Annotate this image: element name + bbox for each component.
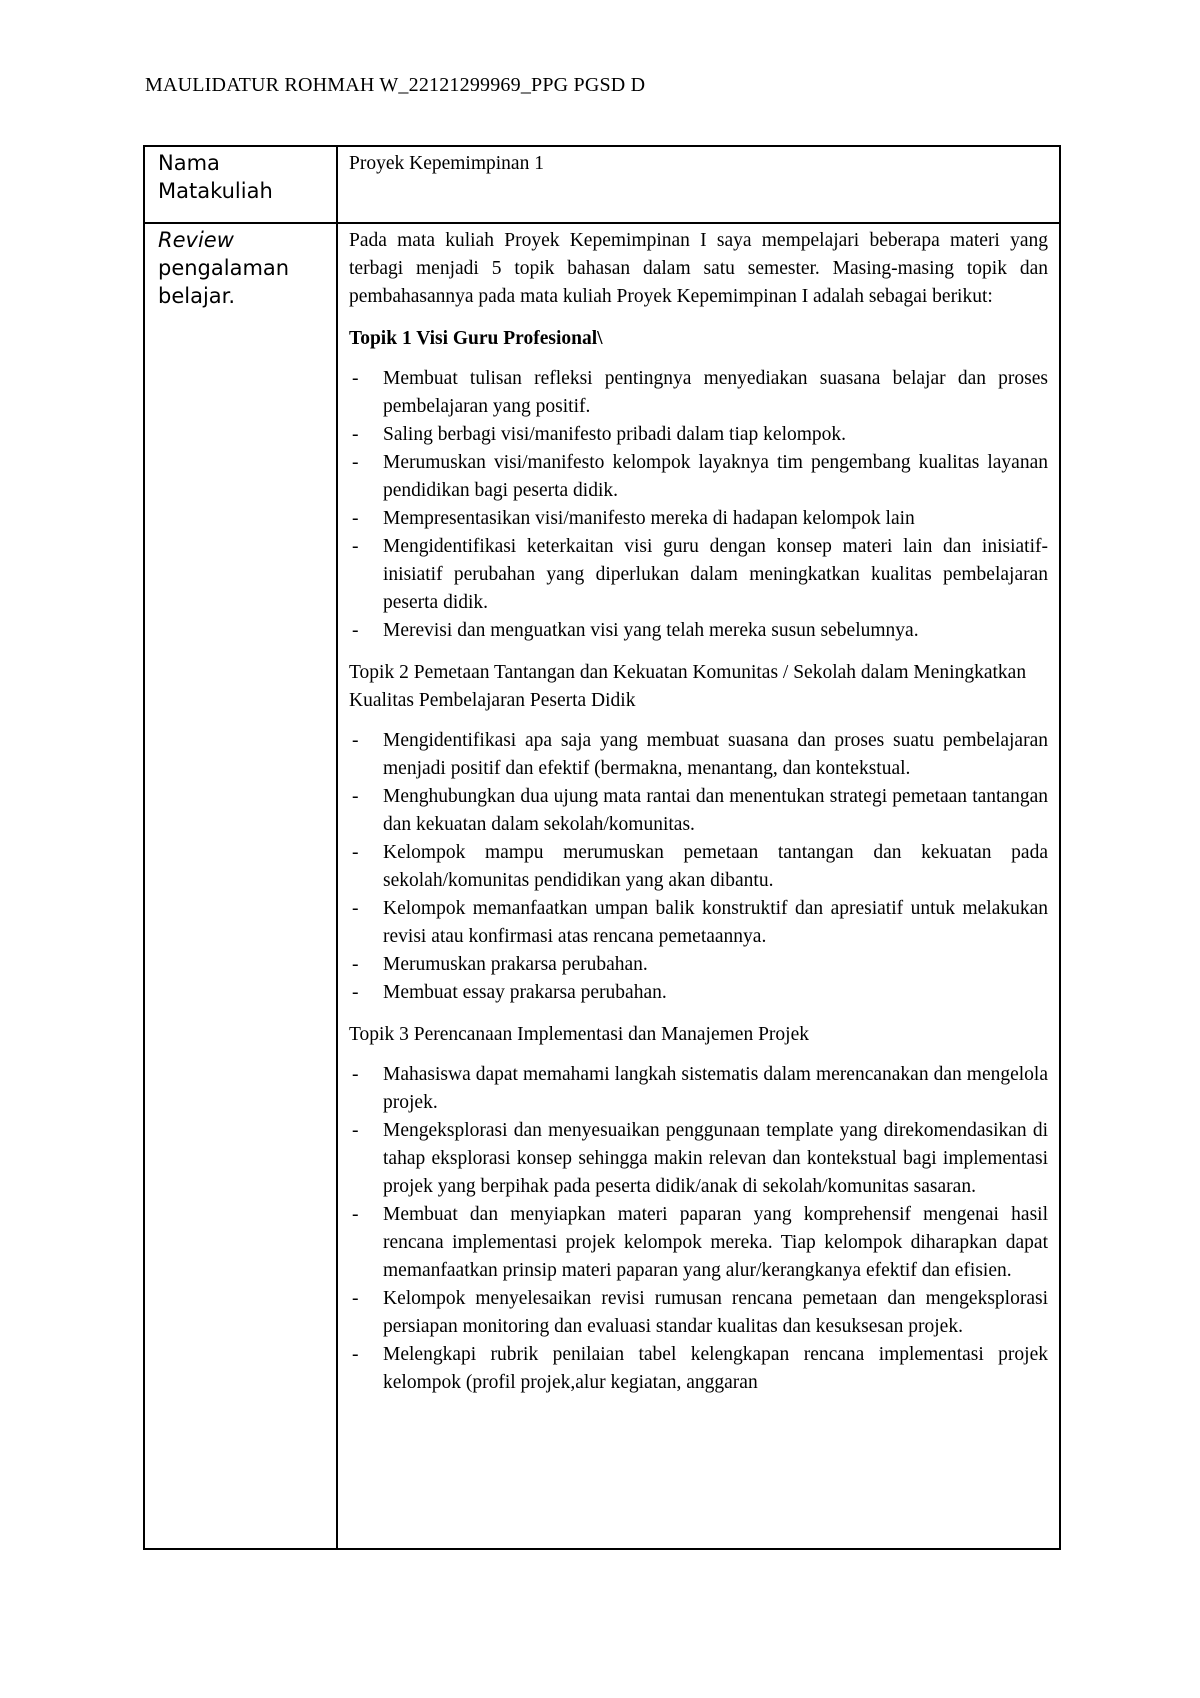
review-intro-paragraph: Pada mata kuliah Proyek Kepemimpinan I saya mempelajari beberapa materi yang terbagi menjadi 5 topik bahasan dalam satu semester. Masing-masing topik dan pembahasannya pada mata kuliah Proyek Kepemimpinan I adalah sebagai berikut:	[349, 230, 1048, 307]
list-item: - Kelompok memanfaatkan umpan balik konstruktif dan apresiatif untuk melakukan revisi atau konfirmasi atas rencana pemetaannya.	[349, 895, 1048, 951]
list-item: - Membuat tulisan refleksi pentingnya menyediakan suasana belajar dan proses pembelajaran yang positif.	[349, 365, 1048, 421]
list-item: - Kelompok mampu merumuskan pemetaan tantangan dan kekuatan pada sekolah/komunitas pendidikan yang akan dibantu.	[349, 839, 1048, 895]
course-name-value-cell	[337, 146, 1060, 223]
review-label-em: Review	[158, 228, 234, 252]
list-item: - Mengidentifikasi apa saja yang membuat suasana dan proses suatu pembelajaran menjadi positif dan efektif (bermakna, menantang, dan kontekstual.	[349, 727, 1048, 783]
review-label-line2: pengalaman	[158, 256, 290, 280]
course-name-value: Proyek Kepemimpinan 1	[349, 153, 544, 174]
list-item: - Membuat dan menyiapkan materi paparan yang komprehensif mengenai hasil rencana implementasi projek kelompok mereka. Tiap kelompok diharapkan dapat memanfaatkan prinsip materi paparan yang alur/kerangkanya efektif dan efisien.	[349, 1201, 1048, 1285]
learning-review-row	[144, 223, 1060, 1549]
list-item: - Kelompok menyelesaikan revisi rumusan rencana pemetaan dan mengeksplorasi persiapan monitoring dan evaluasi standar kualitas dan kesuksesan projek.	[349, 1285, 1048, 1341]
topic-2-list	[349, 727, 1048, 1007]
learning-review-content	[337, 223, 1060, 1549]
course-name-label-line2: Matakuliah	[158, 179, 273, 203]
review-label-line3: belajar.	[158, 284, 236, 308]
topic-3-title: Topik 3 Perencanaan Implementasi dan Manajemen Projek	[349, 1024, 809, 1045]
course-name-label	[144, 146, 337, 223]
course-name-row	[144, 146, 1060, 223]
course-review-table	[143, 145, 1061, 1550]
list-item: - Merumuskan prakarsa perubahan.	[349, 951, 1048, 979]
topic-2-title: Topik 2 Pemetaan Tantangan dan Kekuatan Komunitas / Sekolah dalam Meningkatkan Kualitas Pembelajaran Peserta Didik	[349, 662, 1027, 711]
list-item: - Mahasiswa dapat memahami langkah sistematis dalam merencanakan dan mengelola projek.	[349, 1061, 1048, 1117]
topic-1-list	[349, 365, 1048, 645]
course-name-label-line1: Nama	[158, 151, 220, 175]
list-item: - Merumuskan visi/manifesto kelompok layaknya tim pengembang kualitas layanan pendidikan bagi peserta didik.	[349, 449, 1048, 505]
learning-review-label	[144, 223, 337, 1549]
document-header: MAULIDATUR ROHMAH W_22121299969_PPG PGSD D	[145, 74, 646, 96]
list-item: - Mempresentasikan visi/manifesto mereka di hadapan kelompok lain	[349, 505, 1048, 533]
list-item: - Menghubungkan dua ujung mata rantai dan menentukan strategi pemetaan tantangan dan kekuatan dalam sekolah/komunitas.	[349, 783, 1048, 839]
list-item: - Mengeksplorasi dan menyesuaikan penggunaan template yang direkomendasikan di tahap eksplorasi konsep sehingga makin relevan dan kontekstual bagi implementasi projek yang berpihak pada peserta didik/anak di sekolah/komunitas sasaran.	[349, 1117, 1048, 1201]
topic-3-list	[349, 1061, 1048, 1397]
list-item: - Mengidentifikasi keterkaitan visi guru dengan konsep materi lain dan inisiatif-inisiatif perubahan yang diperlukan dalam meningkatkan kualitas pembelajaran peserta didik.	[349, 533, 1048, 617]
list-item: - Membuat essay prakarsa perubahan.	[349, 979, 1048, 1007]
list-item: - Merevisi dan menguatkan visi yang telah mereka susun sebelumnya.	[349, 617, 1048, 645]
list-item: - Melengkapi rubrik penilaian tabel kelengkapan rencana implementasi projek kelompok (profil projek,alur kegiatan, anggaran	[349, 1341, 1048, 1397]
list-item: - Saling berbagi visi/manifesto pribadi dalam tiap kelompok.	[349, 421, 1048, 449]
topic-1-title: Topik 1 Visi Guru Profesional\	[349, 328, 603, 349]
